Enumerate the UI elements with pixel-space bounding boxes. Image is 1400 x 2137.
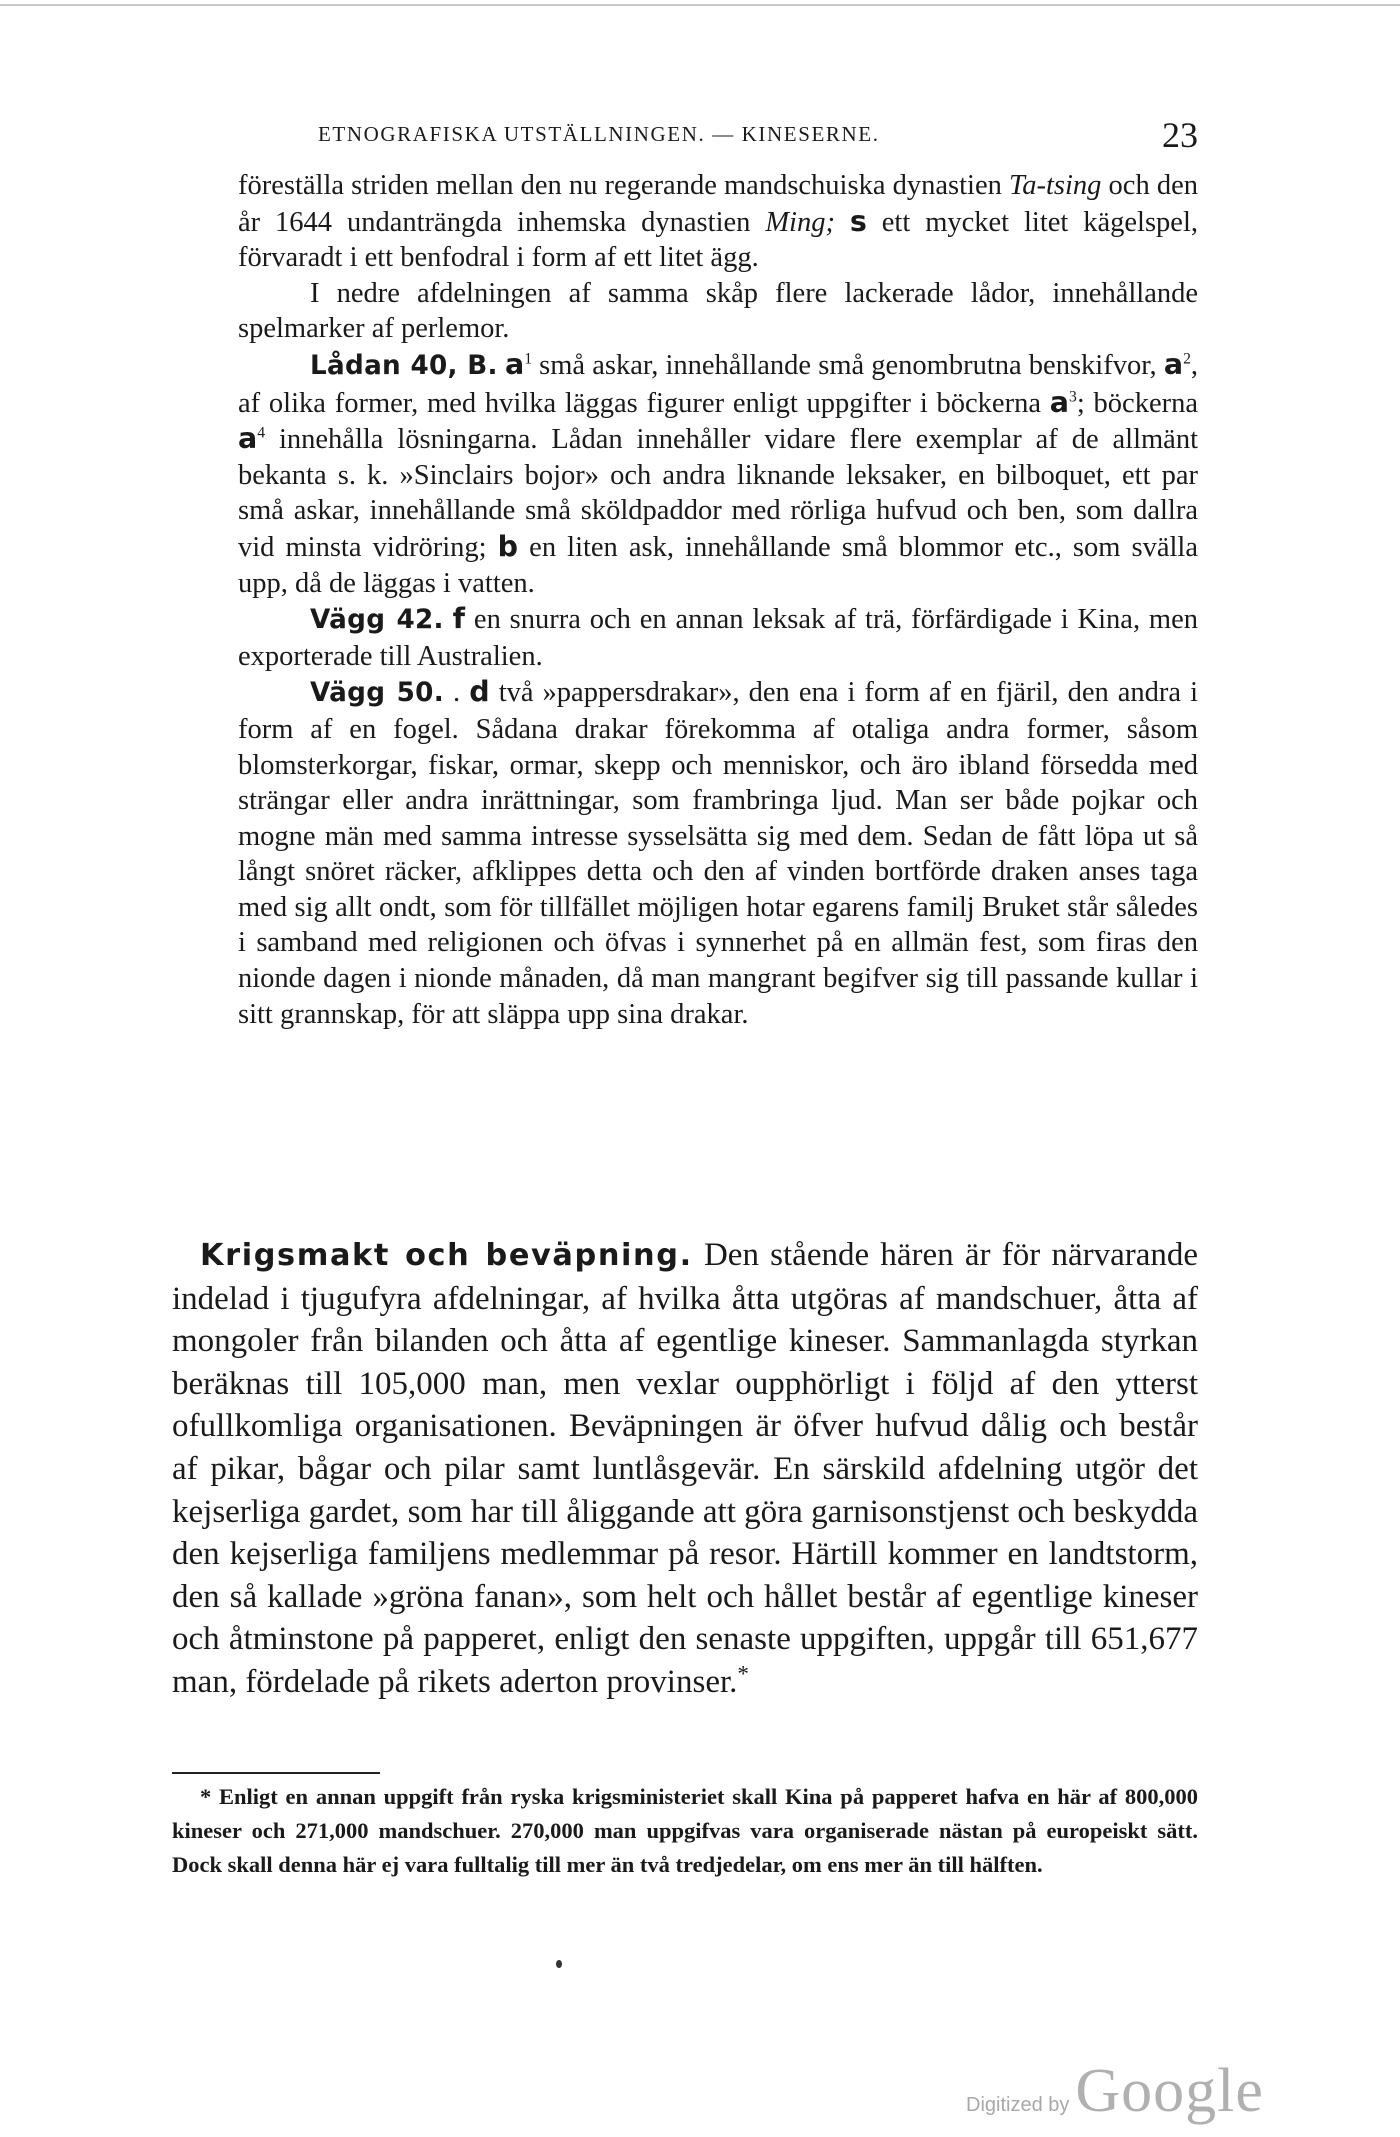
item-letter: a [504,347,525,381]
military-body-text: Den stående hären är för närvarande indelad i tjugufyra afdelningar, af hvilka åtta utgöras af mandschuer, åtta af mongoler från bilanden och åtta af egentlige kineser. Sammanlagda styrkan beräknas till 105,000 man, men vexlar oupphörligt i följd af den ytterst ofullkomliga organisationen. Beväpningen är öfver hufvud dålig och består af pikar, bågar och pilar samt luntlåsgevär. En särskild afdelning utgör det kejserliga gardet, som har till åliggande att göra garnisonstjenst och beskydda den kejserliga familjens medlemmar på resor. Härtill kommer en landtstorm, den så kallade »gröna fanan», som helt och hållet består af egentlige kineser och åtminstone på papperet, enligt den senaste uppgiften, uppgår till 651,677 man, fördelade på rikets aderton provinser. [172,1237,1199,1700]
entry-label: Vägg 42. [310,605,444,636]
item-letter: a [1163,347,1184,381]
running-head: ETNOGRAFISKA UTSTÄLLNINGEN. — KINESERNE. [318,122,880,146]
military-paragraph [172,1234,1198,1704]
ink-speck [556,1960,562,1968]
watermark-prefix: Digitized by [966,2094,1070,2116]
page-header [318,114,1198,154]
footnote-reference: * [737,1660,749,1687]
paragraph-3: Lådan 40, B. $a^1$ små askar, innehållande små genombrutna benskifvor, $a^2$, af olika former, med hvilka läggas figurer enligt uppgifter i böckerna $a^3$; böckerna $a^4$ innehålla lösningarna. Lådan innehåller vidare flere exemplar af de allmänt bekanta s. k. »Sinclairs bojor» och andra liknande leksaker, en bilboquet, ett par små askar, innehållande små sköldpaddor med rörliga hufvud och ben, som dallra vid minsta vidröring; b en liten ask, innehållande små blommor etc., som svälla upp, då de läggas i vatten. [238,347,1199,599]
footnote-text: Enligt en annan uppgift från ryska krigsministeriet skall Kina på papperet hafva en här af 800,000 kineser och 271,000 mandschuer. 270,000 man uppgifvas vara organiserade nästan på europeiskt sätt. Dock skall denna här ej vara fulltalig till mer än två tredjedelar, om ens mer än till hälften. [172,1784,1198,1877]
footnote-marker: * [200,1784,212,1809]
item-letter: s [849,204,867,238]
page-number: 23 [1162,115,1198,155]
section-heading: Krigsmakt och beväpning. [200,1238,693,1273]
entry-label: Vägg 50. [310,678,444,709]
paragraph-5: Vägg 50. . d två »pappersdrakar», den ena i form af en fjäril, den andra i form af en fogel. Sådana drakar förekomma af otaliga andra former, såsom blomsterkorgar, fiskar, ormar, skepp och menniskor, och äro ibland försedda med strängar eller andra inrättningar, som frambringa ljud. Man ser både pojkar och mogne män med samma intresse sysselsätta sig med dem. Sedan de fått löpa ut så långt snöret räcker, afklippes detta och den af vinden bortförde draken anses taga med sig allt ondt, som för tillfället möjligen hotar egarens familj Bruket står således i samband med religionen och öfvas i synnerhet på en allmän fest, som firas den nionde dagen i nionde månaden, då man mangrant begifver sig till passande kullar i sitt grannskap, för att släppa upp sina drakar. [238,675,1199,1030]
entry-label: Lådan 40, B. [310,350,498,381]
footnote-rule [172,1772,380,1774]
google-logo: Google [1075,2057,1264,2125]
footnote [172,1780,1198,1882]
catalogue-section [238,168,1198,1032]
dynasty-name-ta-tsing: Ta-tsing [1009,170,1102,201]
item-letter: f [452,602,466,636]
paragraph-2: I nedre afdelningen af samma skåp flere lackerade lådor, innehållande spelmarker af perlemor. [238,277,1198,345]
paragraph-4: Vägg 42. f en snurra och en annan leksak af trä, förfärdigade i Kina, men exporterade till Australien. [238,602,1199,672]
paragraph-1: föreställa striden mellan den nu regerande mandschuiska dynastien Ta-tsing och den år 1644 undanträngda inhemska dynastien Ming; s ett mycket litet kägelspel, förvaradt i ett benfodral i form af ett litet ägg. [238,170,1198,274]
military-section [172,1234,1198,1704]
item-letter: b [497,529,519,563]
digitization-watermark [966,2056,1264,2127]
item-letter: a [238,422,258,456]
item-letter: d [469,675,490,709]
item-letter: a [1049,385,1070,419]
scan-edge-rule [0,4,1400,6]
dynasty-name-ming: Ming; [765,206,835,238]
